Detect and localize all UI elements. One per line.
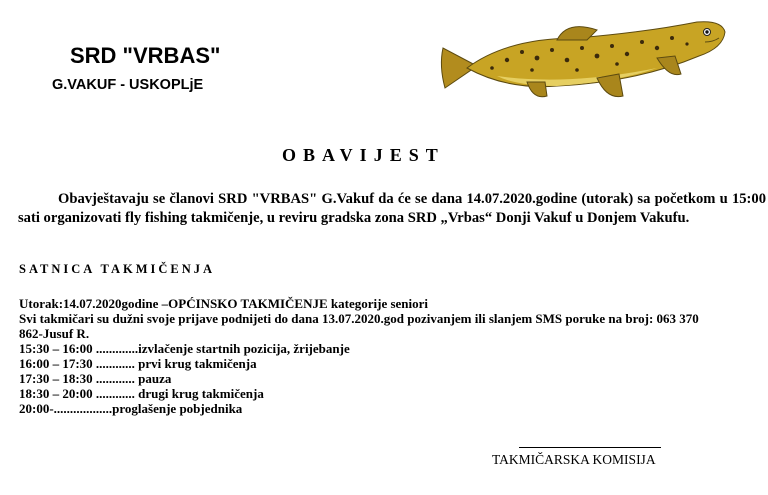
signature-line xyxy=(519,447,661,448)
trout-fish-icon xyxy=(437,8,727,104)
signature-text: TAKMIČARSKA KOMISIJA xyxy=(492,452,656,467)
schedule-item: 16:00 – 17:30 ............ prvi krug takmičenja xyxy=(19,356,257,371)
schedule-item: 15:30 – 16:00 .............izvlačenje startnih pozicija, žrijebanje xyxy=(19,341,350,356)
schedule-item: 20:00-..................proglašenje pobjednika xyxy=(19,401,243,416)
event-line: Utorak:14.07.2020godine –OPĆINSKO TAKMIČENJE kategorije seniori xyxy=(19,296,429,311)
schedule-item: 17:30 – 18:30 ............ pauza xyxy=(19,371,172,386)
schedule-details xyxy=(19,296,709,416)
schedule-heading: SATNICA TAKMIČENJA xyxy=(19,262,216,276)
organization-location: G.VAKUF - USKOPLjE xyxy=(52,77,204,93)
page-title: OBAVIJEST xyxy=(282,145,445,165)
intro-paragraph xyxy=(18,190,766,228)
schedule-item: 18:30 – 20:00 ............ drugi krug takmičenja xyxy=(19,386,264,401)
organization-name: SRD "VRBAS" xyxy=(70,43,221,68)
registration-text: Svi takmičari su dužni svoje prijave podnijeti do dana 13.07.2020.god pozivanjem ili slanjem SMS poruke na broj: 063 370 862-Jusuf R. xyxy=(19,311,699,341)
intro-text: Obavještavaju se članovi SRD "VRBAS" G.Vakuf da će se dana 14.07.2020.godine (utorak) sa početkom u 15:00 sati organizovati fly fishing takmičenje, u reviru gradska zona SRD „Vrbas“ Donji Vakuf u Donjem Vakufu. xyxy=(18,191,766,226)
